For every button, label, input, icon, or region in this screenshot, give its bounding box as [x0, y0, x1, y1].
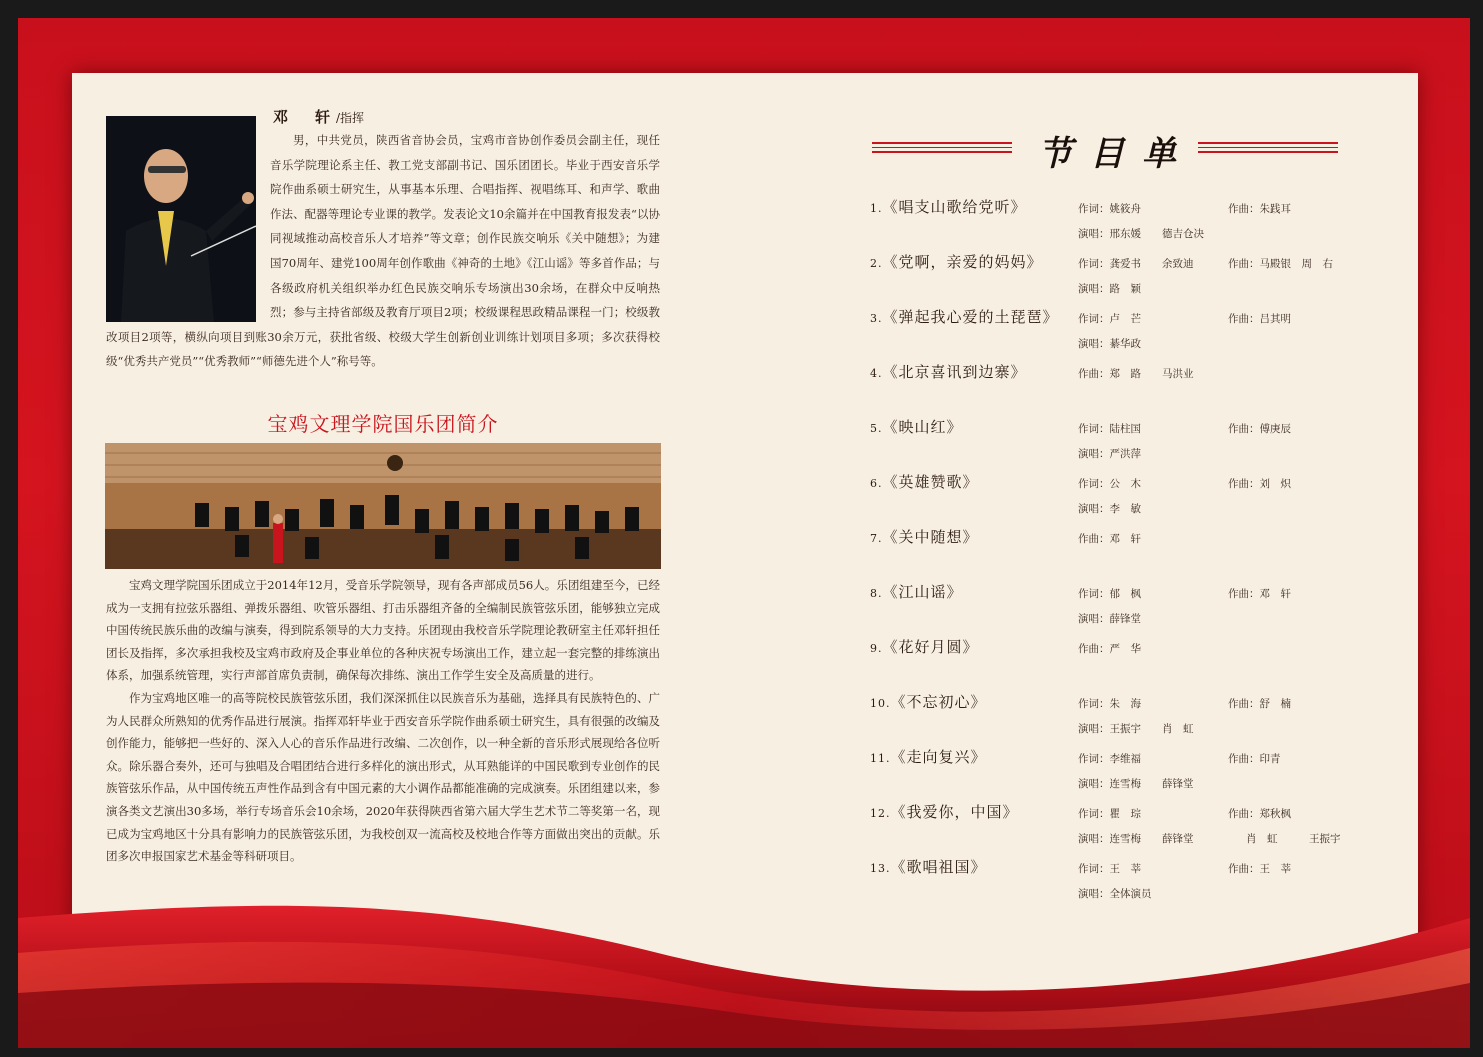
program-item-lyricist: 作词：瞿 琮: [1078, 808, 1141, 820]
conductor-bio: [106, 128, 660, 374]
program-item-number: 11.: [870, 752, 891, 765]
program-item-number: 7.: [870, 532, 883, 545]
title-ornament-left: [872, 142, 1012, 156]
program-item: [870, 801, 1350, 851]
program-item-title: [870, 416, 963, 437]
program-item-performer: 演唱：王振宇 肖 虹: [1078, 723, 1194, 735]
program-item-title: [870, 306, 1059, 327]
program-item-performer: 演唱：连雪梅 薛锋堂: [1078, 778, 1194, 790]
red-frame: [18, 18, 1470, 1048]
program-item-lyricist: 作词：陆柱国: [1078, 423, 1141, 435]
program-item: [870, 471, 1350, 521]
program-item-number: 1.: [870, 202, 883, 215]
program-item-composer: 作曲：刘 炽: [1228, 478, 1291, 490]
program-item-name: 《唱支山歌给党听》: [882, 198, 1027, 216]
orchestra-photo: [105, 443, 661, 569]
intro-paragraph-2: 作为宝鸡地区唯一的高等院校民族管弦乐团，我们深深抓住以民族音乐为基础，选择具有民族特色的、广为人民群众所熟知的优秀作品进行展演。指挥邓轩毕业于西安音乐学院作曲系硕士研究生，具有很强的改编及创作能力，能够把一些好的、深入人心的音乐作品进行改编、二次创作，以一种全新的音乐形式展现给各位听众。除乐器合奏外，还可与独唱及合唱团结合进行多样化的演出形式，从耳熟能详的中国民歌到专业创作的民族管弦乐作品，从中国传统五声性作品到含有中国元素的大小调作品都能准确的完成演奏。乐团组建以来，参演各类文艺演出30多场，举行专场音乐会10余场，2020年获得陕西省第六届大学生艺术节二等奖第一名，现已成为宝鸡地区十分具有影响力的民族管弦乐团，为我校创双一流高校及校地合作等方面做出突出的贡献。乐团多次申报国家艺术基金等科研项目。: [106, 690, 660, 864]
program-item-title: [870, 196, 1027, 217]
program-item-name: 《走向复兴》: [890, 748, 987, 766]
program-item: [870, 196, 1350, 246]
program-item-number: 9.: [870, 642, 883, 655]
program-item-title: [870, 636, 979, 657]
program-item-name: 《党啊，亲爱的妈妈》: [882, 253, 1043, 271]
program-item-composer: 作曲：马殿银 周 右: [1228, 258, 1333, 270]
program-item: [870, 636, 1350, 686]
program-item-performer: 演唱：严洪萍: [1078, 448, 1141, 460]
program-item-number: 2.: [870, 257, 883, 270]
bio-text: 男，中共党员，陕西省音协会员，宝鸡市音协创作委员会副主任，现任音乐学院理论系主任、教工党支部副书记、国乐团团长。毕业于西安音乐学院作曲系硕士研究生，从事基本乐理、合唱指挥、视唱练耳、和声学、歌曲作法、配器等理论专业课的教学。发表论文10余篇并在中国教育报发表“以协同视域推动高校音乐人才培养”等文章；创作民族交响乐《关中随想》；为建国70周年、建党100周年创作歌曲《神奇的土地》《江山谣》等多首作品；与各级政府机关组织举办红色民族交响乐专场演出30余场，在群众中反响热烈；参与主持省部级及教育厅项目2项；校级课程思政精品课程一门；校级教改项目2项等，横纵向项目到账30余万元，获批省级、校级大学生创新创业训练计划项目多项；多次获得校级“优秀共产党员”“优秀教师”“师德先进个人”称号等。: [106, 133, 660, 369]
program-item-performer: 演唱：连雪梅 薛锋堂 肖 虹 王振宇: [1078, 833, 1341, 845]
program-item: [870, 746, 1350, 796]
orchestra-section-title: 宝鸡文理学院国乐团简介: [267, 412, 499, 436]
program-item-composer: 作曲：朱践耳: [1228, 203, 1291, 215]
program-item: [870, 251, 1350, 301]
program-item-composer: 作曲：傅庚辰: [1228, 423, 1291, 435]
program-item-number: 4.: [870, 367, 883, 380]
orchestra-intro: [106, 574, 660, 868]
program-item-composer: 作曲：舒 楠: [1228, 698, 1291, 710]
program-item-title: [870, 746, 987, 767]
program-item: [870, 416, 1350, 466]
program-item-title: [870, 251, 1043, 272]
program-item-name: 《映山红》: [882, 418, 963, 436]
program-item-number: 10.: [870, 697, 891, 710]
program-item-number: 6.: [870, 477, 883, 490]
program-item-lyricist: 作词：龚爱书 余致迪: [1078, 258, 1194, 270]
program-item-lyricist: 作词：公 木: [1078, 478, 1141, 490]
program-item-title: [870, 526, 979, 547]
program-item-title: [870, 581, 963, 602]
conductor-name-text: 邓 轩: [273, 108, 337, 126]
program-item-name: 《不忘初心》: [890, 693, 987, 711]
program-item-title: [870, 361, 1027, 382]
program-item-composer: 作曲：郑秋枫: [1228, 808, 1291, 820]
program-item-lyricist: 作曲：邓 轩: [1078, 533, 1141, 545]
program-item-name: 《弹起我心爱的土琵琶》: [882, 308, 1059, 326]
program-item-name: 《北京喜讯到边寨》: [882, 363, 1027, 381]
program-item-performer: 演唱：路 颖: [1078, 283, 1141, 295]
program-item-lyricist: 作词：郁 枫: [1078, 588, 1141, 600]
program-item-lyricist: 作词：朱 海: [1078, 698, 1141, 710]
program-item: [870, 306, 1350, 356]
program-item-number: 5.: [870, 422, 883, 435]
program-item-title: [870, 801, 1019, 822]
program-item-composer: 作曲：邓 轩: [1228, 588, 1291, 600]
program-item: [870, 856, 1350, 906]
program-title: 节目单: [1038, 134, 1194, 174]
program-item-name: 《英雄赞歌》: [882, 473, 979, 491]
program-item-name: 《我爱你，中国》: [890, 803, 1019, 821]
program-item-lyricist: 作词：王 莘: [1078, 863, 1141, 875]
title-ornament-right: [1198, 142, 1338, 156]
program-item-name: 《花好月圆》: [882, 638, 979, 656]
program-item-title: [870, 856, 987, 877]
conductor-name: [273, 106, 364, 127]
program-item-lyricist: 作曲：严 华: [1078, 643, 1141, 655]
bio-photo-spacer: [106, 128, 270, 314]
program-item-lyricist: 作曲：郑 路 马洪业: [1078, 368, 1194, 380]
program-item: [870, 361, 1350, 411]
program-item-composer: 作曲：吕其明: [1228, 313, 1291, 325]
program-item-lyricist: 作词：姚筱舟: [1078, 203, 1141, 215]
program-item-name: 《歌唱祖国》: [890, 858, 987, 876]
program-item-name: 《关中随想》: [882, 528, 979, 546]
program-item-composer: 作曲：王 莘: [1228, 863, 1291, 875]
program-item: [870, 691, 1350, 741]
intro-paragraph-1: 宝鸡文理学院国乐团成立于2014年12月，受音乐学院领导，现有各声部成员56人。乐团组建至今，已经成为一支拥有拉弦乐器组、弹拨乐器组、吹管乐器组、打击乐器组齐备的全编制民族管弦乐团，能够独立完成中国传统民族乐曲的改编与演奏，得到院系领导的大力支持。乐团现由我校音乐学院理论教研室主任邓轩担任团长及指挥，多次承担我校及宝鸡市政府及企事业单位的各种庆祝专场演出工作，建立起一套完整的排练演出体系，加强系统管理，实行声部首席负责制，确保每次排练、演出工作学生安全及高质量的进行。: [106, 578, 660, 683]
program-item: [870, 526, 1350, 576]
program-item-title: [870, 691, 987, 712]
program-item-performer: 演唱：李 敏: [1078, 503, 1141, 515]
program-item-title: [870, 471, 979, 492]
program-item-number: 13.: [870, 862, 891, 875]
program-item-performer: 演唱：綦华政: [1078, 338, 1141, 350]
program-item-performer: 演唱：薛锋堂: [1078, 613, 1141, 625]
program-item-lyricist: 作词：李维福: [1078, 753, 1141, 765]
program-item-number: 8.: [870, 587, 883, 600]
program-item-number: 3.: [870, 312, 883, 325]
program-item-number: 12.: [870, 807, 891, 820]
program-item-composer: 作曲：印青: [1228, 753, 1281, 765]
conductor-role: /指挥: [336, 111, 365, 125]
program-item-name: 《江山谣》: [882, 583, 963, 601]
program-item: [870, 581, 1350, 631]
program-item-performer: 演唱：全体演员: [1078, 888, 1152, 900]
program-item-performer: 演唱：邢东媛 德吉仓决: [1078, 228, 1204, 240]
program-item-lyricist: 作词：卢 芒: [1078, 313, 1141, 325]
